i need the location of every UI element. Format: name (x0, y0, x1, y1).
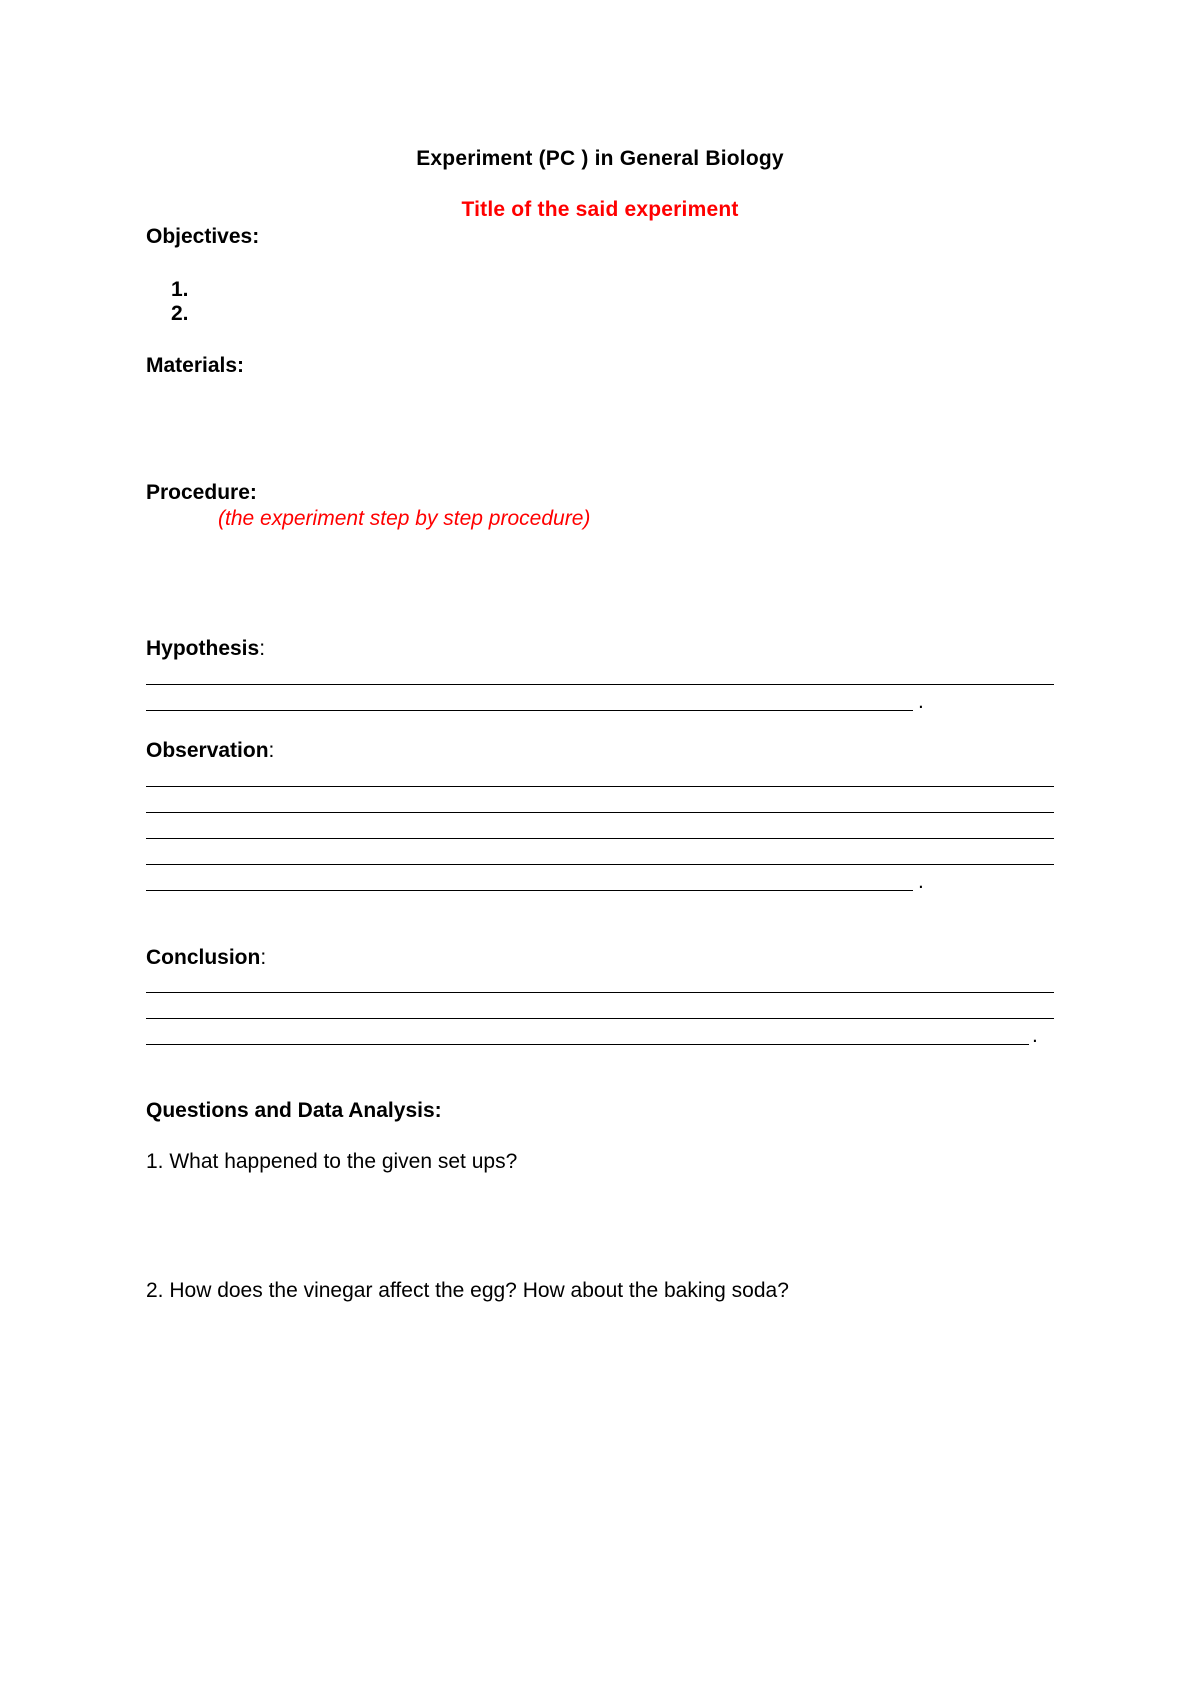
materials-heading: Materials: (146, 354, 245, 377)
experiment-title-placeholder: Title of the said experiment (461, 198, 739, 221)
observation-answer-line (146, 890, 913, 891)
conclusion-line-end: . (1032, 1024, 1038, 1047)
question-item-1: 1. What happened to the given set ups? (146, 1150, 518, 1173)
conclusion-answer-line (146, 1018, 1054, 1019)
observation-answer-line (146, 786, 1054, 787)
objective-item-2: 2. (171, 302, 189, 325)
conclusion-heading: Conclusion: (146, 946, 267, 969)
conclusion-answer-line (146, 1044, 1029, 1045)
hypothesis-answer-line (146, 684, 1054, 685)
observation-line-end: . (918, 870, 924, 893)
question-item-2: 2. How does the vinegar affect the egg? How about the baking soda? (146, 1279, 789, 1302)
hypothesis-answer-line (146, 710, 913, 711)
questions-heading: Questions and Data Analysis: (146, 1099, 442, 1122)
procedure-hint: (the experiment step by step procedure) (218, 507, 591, 530)
objectives-heading: Objectives: (146, 225, 260, 248)
observation-answer-line (146, 838, 1054, 839)
page-title: Experiment (PC ) in General Biology (416, 147, 784, 170)
conclusion-answer-line (146, 992, 1054, 993)
procedure-heading: Procedure: (146, 481, 257, 504)
observation-heading: Observation: (146, 739, 275, 762)
observation-answer-line (146, 812, 1054, 813)
hypothesis-line-end: . (918, 690, 924, 713)
hypothesis-heading: Hypothesis: (146, 637, 266, 660)
objective-item-1: 1. (171, 278, 189, 301)
observation-answer-line (146, 864, 1054, 865)
